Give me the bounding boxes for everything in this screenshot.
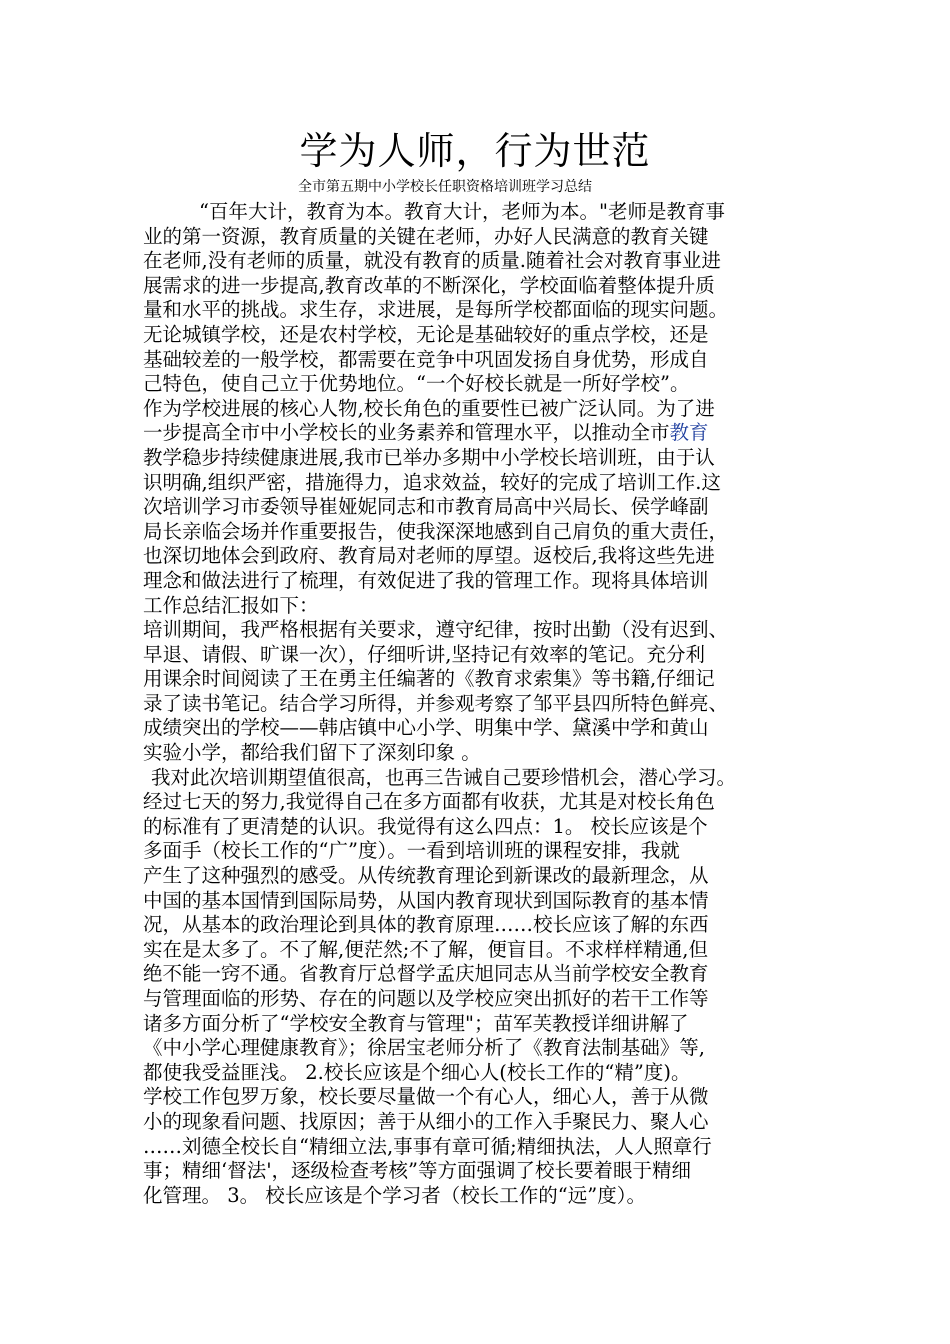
- text-line: 作为学校进展的核心人物,校长角色的重要性已被广泛认同。为了进: [143, 396, 715, 420]
- text-line-with-link: [143, 421, 813, 446]
- text-line: 成绩突出的学校——韩店镇中心小学、明集中学、黛溪中学和黄山: [143, 716, 709, 740]
- text-line: 业的第一资源，教育质量的关键在老师，办好人民满意的教育关键: [143, 224, 709, 248]
- text-line: 我对此次培训期望值很高，也再三告诫自己要珍惜机会，潜心学习。: [151, 765, 737, 789]
- document-subtitle: 全市第五期中小学校长任职资格培训班学习总结: [298, 179, 592, 195]
- text-line: 局长亲临会场并作重要报告，使我深深地感到自己肩负的重大责任，: [143, 519, 729, 543]
- text-line: 《中小学心理健康教育》；徐居宝老师分析了《教育法制基础》等,: [143, 1036, 705, 1060]
- text-line: 实验小学，都给我们留下了深刻印象 。: [143, 741, 481, 765]
- text-line: 培训期间，我严格根据有关要求，遵守纪律，按时出勤（没有迟到、: [143, 618, 729, 642]
- text-line: 在老师,没有老师的质量，就没有教育的质量.随着社会对教育事业进: [143, 249, 721, 273]
- text-line: 次培训学习市委领导崔娅妮同志和市教育局高中兴局长、侯学峰副: [143, 495, 709, 519]
- document-body: [143, 200, 813, 1208]
- text-line: 都使我受益匪浅。 2.校长应该是个细心人(校长工作的“精”度)。: [143, 1060, 691, 1084]
- text-line: 诸多方面分析了“学校安全教育与管理"；苗军芙教授详细讲解了: [143, 1011, 689, 1035]
- text-line: 况，从基本的政治理论到具体的教育原理……校长应该了解的东西: [143, 913, 709, 937]
- text-line: 工作总结汇报如下：: [143, 593, 319, 617]
- text-line: 录了读书笔记。结合学习所得，并参观考察了邹平县四所特色鲜亮、: [143, 691, 729, 715]
- text-line: 量和水平的挑战。求生存，求进展，是每所学校都面临的现实问题。: [143, 298, 729, 322]
- education-link[interactable]: 教育: [669, 421, 709, 445]
- text-line: 产生了这种强烈的感受。从传统教育理论到新课改的最新理念，从: [143, 864, 709, 888]
- text-line: 的标准有了更清楚的认识。我觉得有这么四点：1。 校长应该是个: [143, 814, 708, 838]
- text-line: 经过七天的努力,我觉得自己在多方面都有收获，尤其是对校长角色: [143, 790, 715, 814]
- text-line: 事；精细‘督法'，逐级检查考核”等方面强调了校长要着眼于精细: [143, 1159, 692, 1183]
- text-line: 也深切地体会到政府、教育局对老师的厚望。返校后,我将这些先进: [143, 544, 715, 568]
- text-line: 与管理面临的形势、存在的问题以及学校应突出抓好的若干工作等: [143, 987, 709, 1010]
- text-line: 识明确,组织严密，措施得力，追求效益，较好的完成了培训工作.这: [143, 470, 721, 494]
- text-line: 绝不能一窍不通。省教育厅总督学孟庆旭同志从当前学校安全教育: [143, 962, 709, 986]
- text-line: 无论城镇学校，还是农村学校，无论是基础较好的重点学校，还是: [143, 322, 709, 346]
- text-line-part: 一步提高全市中小学校长的业务素养和管理水平，以推动全市: [143, 421, 670, 445]
- text-line: 多面手（校长工作的“广”度）。一看到培训班的课程安排，我就: [143, 839, 680, 863]
- text-line: 早退、请假、旷课一次），仔细听讲,坚持记有效率的笔记。充分利: [143, 642, 705, 666]
- text-line: 理念和做法进行了梳理，有效促进了我的管理工作。现将具体培训: [143, 568, 709, 592]
- text-line: 己特色，使自己立于优势地位。“一个好校长就是一所好学校”。: [143, 372, 690, 396]
- text-line: 用课余时间阅读了王在勇主任编著的《教育求索集》等书籍,仔细记: [143, 667, 715, 691]
- text-line: 小的现象看问题、找原因；善于从细小的工作入手聚民力、聚人心: [143, 1109, 709, 1133]
- text-line: “百年大计，教育为本。教育大计，老师为本。"老师是教育事: [199, 200, 725, 223]
- text-line: ……刘德全校长自“精细立法,事事有章可循;精细执法，人人照章行: [143, 1134, 712, 1158]
- text-line: 基础较差的一般学校，都需要在竞争中巩固发扬自身优势，形成自: [143, 347, 709, 371]
- text-line: 展需求的进一步提高,教育改革的不断深化，学校面临着整体提升质: [143, 273, 715, 297]
- text-line: 教学稳步持续健康进展,我市已举办多期中小学校长培训班，由于认: [143, 445, 715, 469]
- text-line: 实在是太多了。不了解,便茫然;不了解，便盲目。不求样样精通,但: [143, 937, 708, 961]
- text-line: 学校工作包罗万象，校长要尽量做一个有心人，细心人，善于从微: [143, 1085, 709, 1109]
- text-line: 化管理。 3。 校长应该是个学习者（校长工作的“远”度）。: [143, 1183, 646, 1207]
- document-title: 学为人师，行为世范: [299, 129, 651, 173]
- text-line: 中国的基本国情到国际局势，从国内教育现状到国际教育的基本情: [143, 888, 709, 912]
